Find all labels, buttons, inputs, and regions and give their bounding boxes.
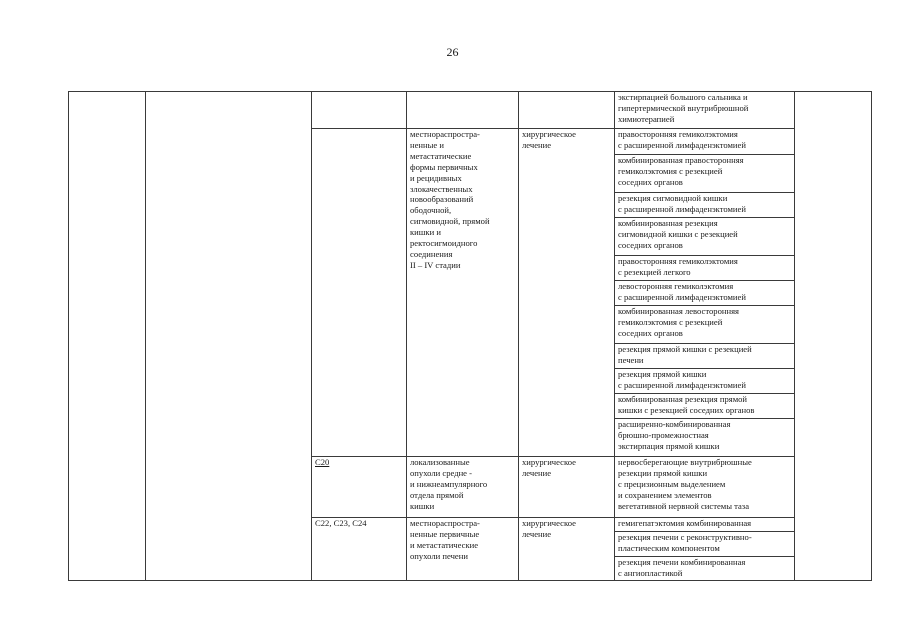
cell-model bbox=[407, 92, 519, 129]
cell-model: местнораспростра- ненные первичные и метастатические опухоли печени bbox=[407, 518, 519, 581]
cell-method: нервосберегающие внутрибрюшные резекции прямой кишки с прецизионным выделением и сохранением элементов вегетативной нервной системы таза bbox=[615, 457, 795, 518]
cell-method: резекция печени с реконструктивно- пластическим компонентом bbox=[615, 532, 795, 557]
cell-profile bbox=[146, 92, 312, 581]
cell-method: левосторонняя гемиколэктомия с расширенной лимфаденэктомией bbox=[615, 281, 795, 306]
cell-method: комбинированная левосторонняя гемиколэктомия с резекцией соседних органов bbox=[615, 306, 795, 344]
cell-method: комбинированная резекция прямой кишки с резекцией соседних органов bbox=[615, 394, 795, 419]
page-number: 26 bbox=[446, 45, 459, 59]
cell-method: резекция прямой кишки с резекцией печени bbox=[615, 344, 795, 369]
cell-method: комбинированная резекция сигмовидной кишки с резекцией соседних органов bbox=[615, 218, 795, 256]
cell-index bbox=[69, 92, 146, 581]
cell-method: резекция сигмовидной кишки с расширенной лимфаденэктомией bbox=[615, 193, 795, 218]
code-c20-link[interactable]: C20 bbox=[315, 457, 330, 467]
medical-services-table bbox=[68, 91, 872, 581]
cell-method: резекция печени комбинированная с ангиопластикой bbox=[615, 557, 795, 581]
cell-treatment: хирургическое лечение bbox=[519, 457, 615, 518]
cell-code: C22, C23, C24 bbox=[312, 518, 407, 581]
cell-method: комбинированная правосторонняя гемиколэктомия с резекцией соседних органов bbox=[615, 155, 795, 193]
cell-treatment: хирургическое лечение bbox=[519, 129, 615, 457]
cell-method: гемигепатэктомия комбинированная bbox=[615, 518, 795, 532]
cell-method: расширенно-комбинированная брюшно-промежностная экстирпация прямой кишки bbox=[615, 419, 795, 457]
cell-code bbox=[312, 457, 407, 518]
table-row bbox=[69, 92, 872, 129]
cell-treatment: хирургическое лечение bbox=[519, 518, 615, 581]
cell-model: локализованные опухоли средне - и нижнеампулярного отдела прямой кишки bbox=[407, 457, 519, 518]
cell-method: правосторонняя гемиколэктомия с расширенной лимфаденэктомией bbox=[615, 129, 795, 155]
cell-method: правосторонняя гемиколэктомия с резекцией легкого bbox=[615, 256, 795, 281]
cell-treatment bbox=[519, 92, 615, 129]
cell-model: местнораспростра- ненные и метастатические формы первичных и рецидивных злокачественных новообразований ободочной, сигмовидной, прямой кишки и ректосигмоидного соединения II – IV стадии bbox=[407, 129, 519, 457]
cell-method: экстирпацией большого сальника и гипертермической внутрибрюшной химиотерапией bbox=[615, 92, 795, 129]
cell-code bbox=[312, 129, 407, 457]
cell-code bbox=[312, 92, 407, 129]
cell-method: резекция прямой кишки с расширенной лимфаденэктомией bbox=[615, 369, 795, 394]
cell-cost bbox=[795, 92, 872, 581]
